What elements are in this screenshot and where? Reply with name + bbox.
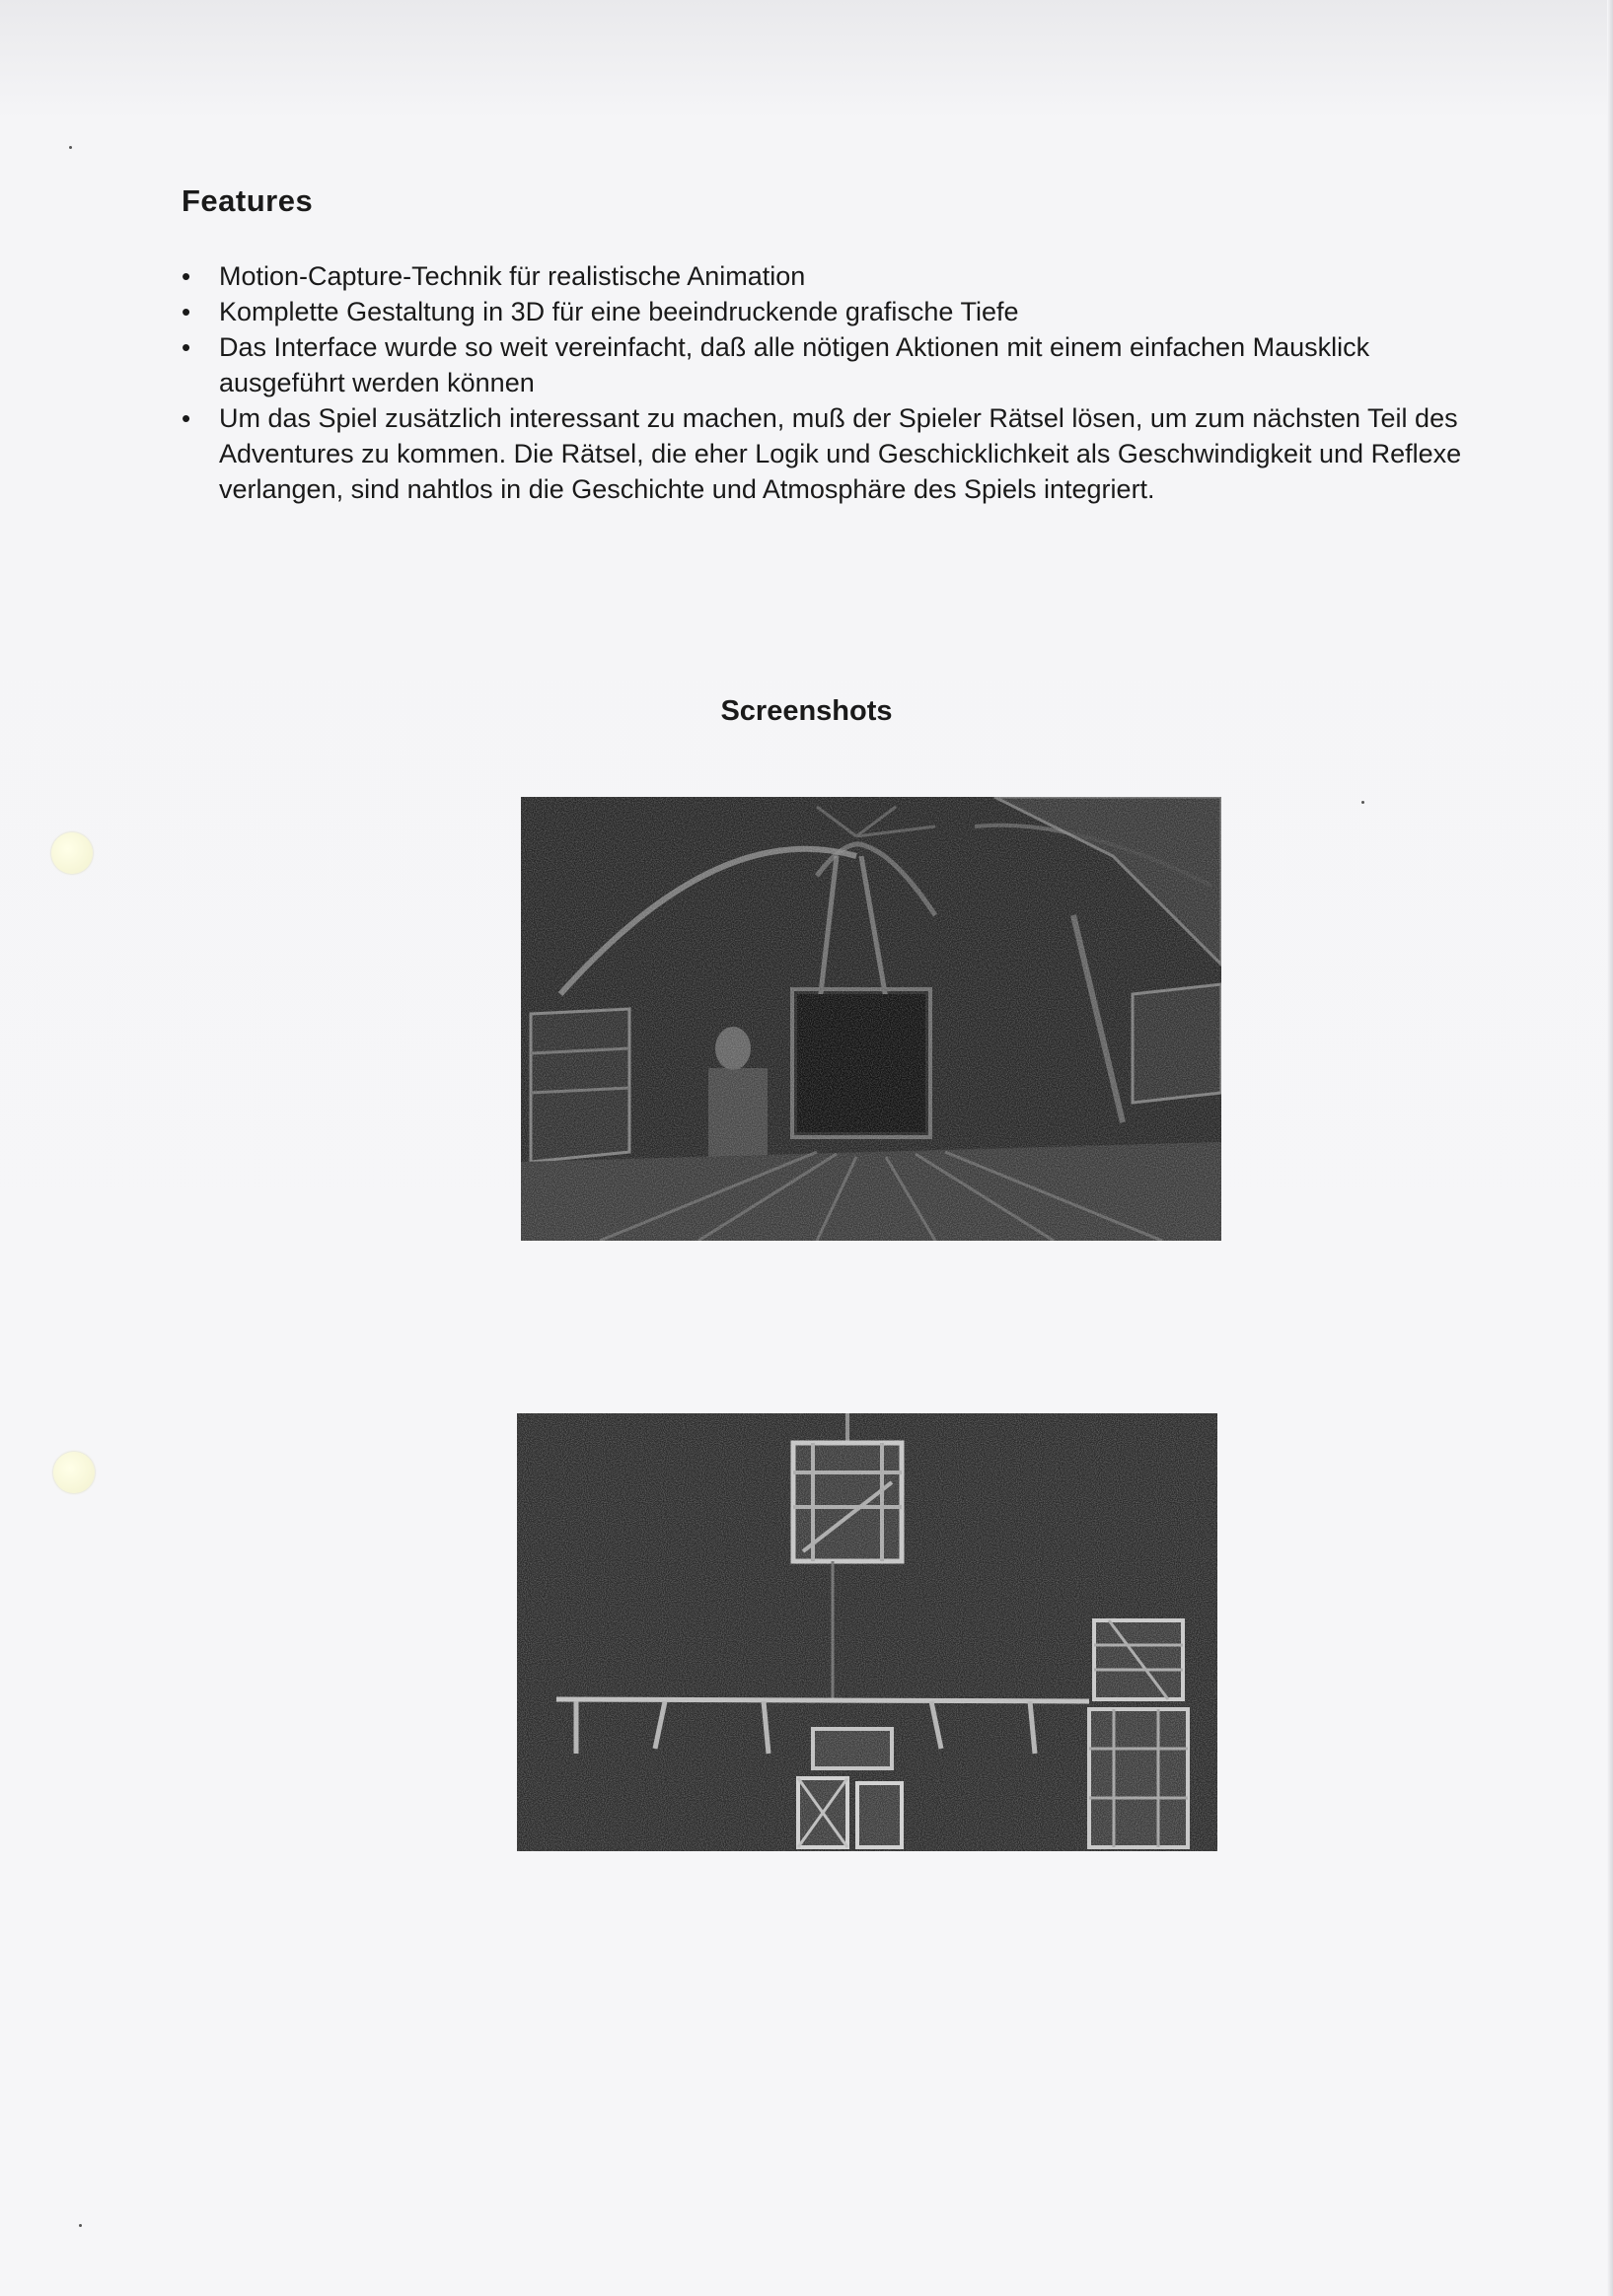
scan-speck (69, 146, 72, 149)
feature-text: Um das Spiel zusätzlich interessant zu machen, muß der Spieler Rätsel lösen, um zum nächsten Teil des Adventures zu kommen. Die Rätsel, die eher Logik und Geschicklichkeit als Geschwindigkeit und Reflexe verlangen, sind nahtlos in die Geschichte und Atmosphäre des Spiels integriert. (219, 403, 1462, 504)
feature-item (182, 258, 1464, 294)
punch-hole (53, 1452, 95, 1493)
feature-text: Komplette Gestaltung in 3D für eine beeindruckende grafische Tiefe (219, 297, 1019, 326)
feature-item (182, 294, 1464, 329)
feature-item (182, 329, 1464, 400)
scan-speck (79, 2224, 82, 2227)
feature-text: Das Interface wurde so weit vereinfacht, daß alle nötigen Aktionen mit einem einfachen Mausklick ausgeführt werden können (219, 332, 1370, 397)
punch-hole (51, 832, 93, 874)
bullet-icon: • (182, 297, 191, 326)
page-edge-shadow (1607, 0, 1613, 2296)
bullet-icon: • (182, 261, 191, 291)
features-list (182, 258, 1464, 507)
bullet-icon: • (182, 332, 191, 362)
features-heading: Features (182, 183, 314, 218)
feature-text: Motion-Capture-Technik für realistische Animation (219, 261, 806, 291)
scan-speck (1361, 801, 1364, 804)
feature-item (182, 400, 1464, 507)
bullet-icon: • (182, 403, 191, 433)
screenshot-image-2 (517, 1413, 1217, 1851)
screenshots-heading: Screenshots (720, 695, 893, 727)
screenshot-image-1 (521, 797, 1221, 1241)
